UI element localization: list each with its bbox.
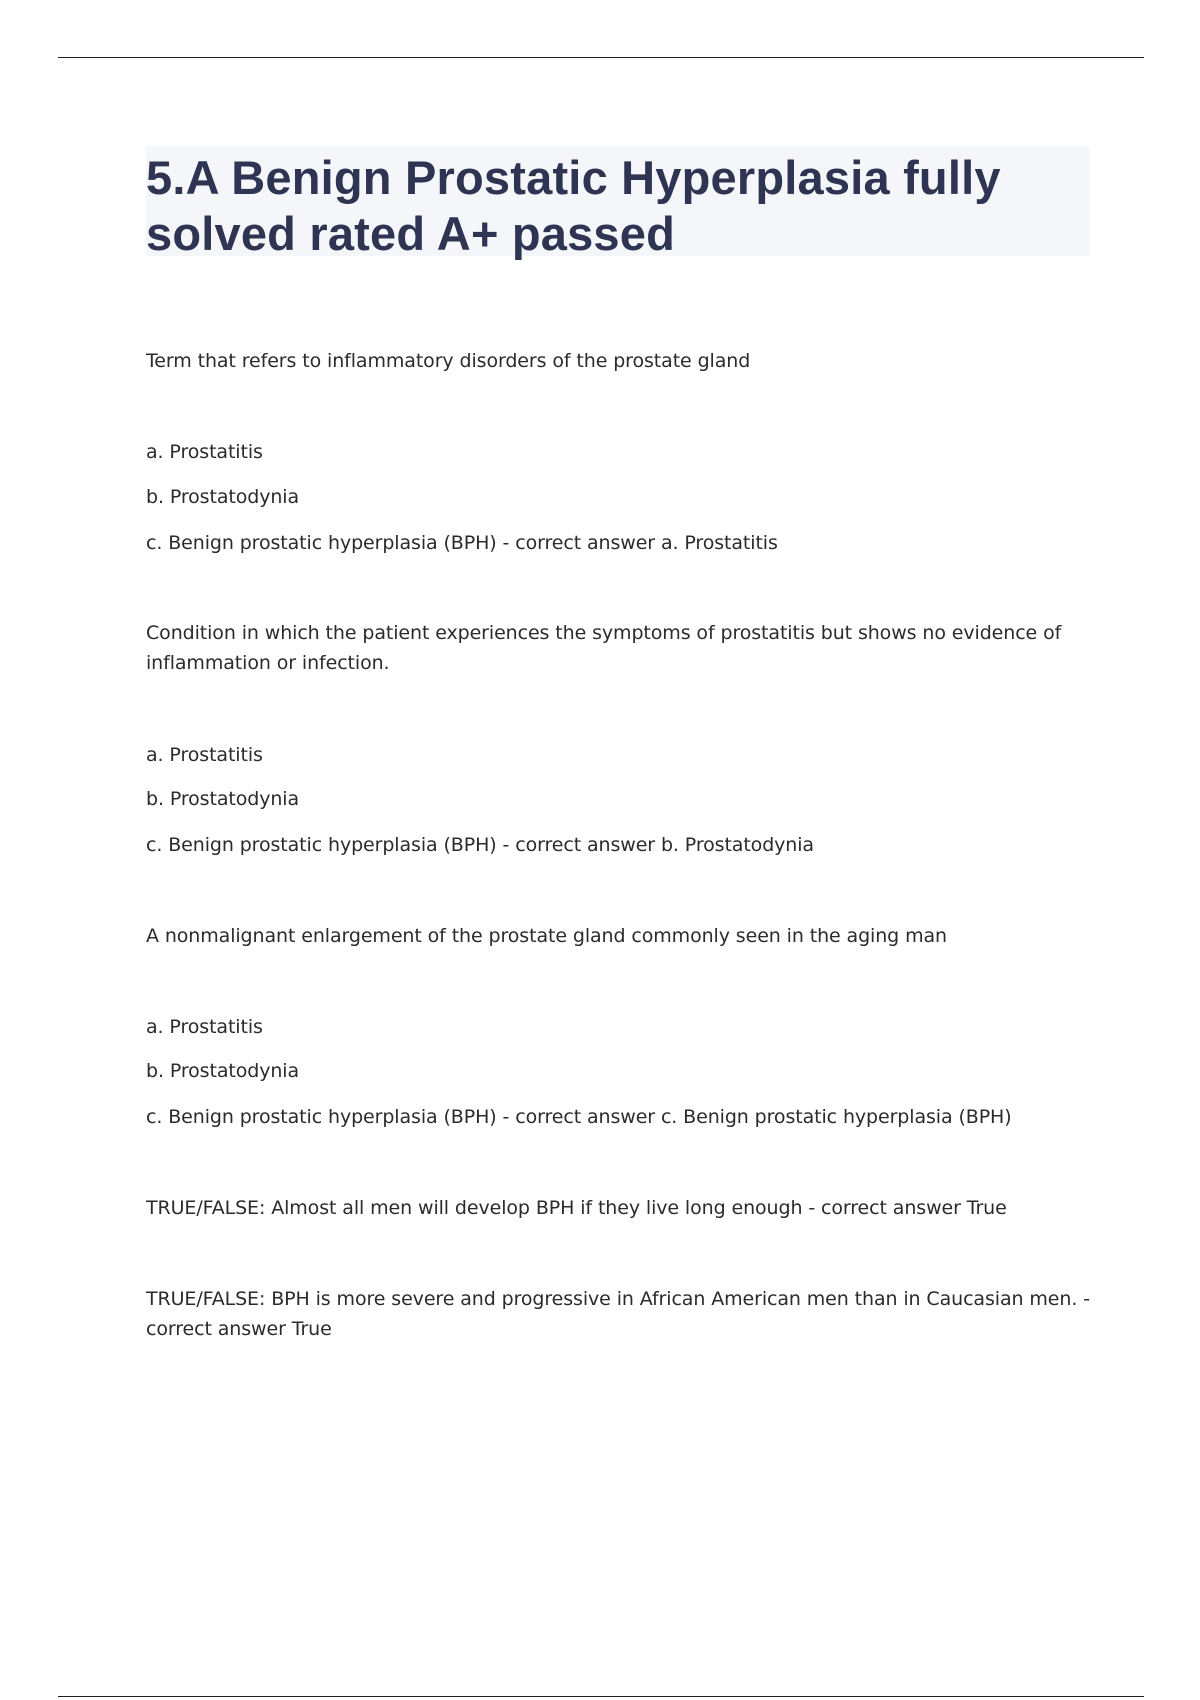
question-3-option-b: b. Prostatodynia xyxy=(146,1060,300,1082)
statement-2: TRUE/FALSE: BPH is more severe and progressive in African American men than in Caucasian men. - correct answer True xyxy=(146,1288,1090,1340)
question-2-prompt: Condition in which the patient experiences the symptoms of prostatitis but shows no evidence of inflammation or infection. xyxy=(146,622,1062,674)
question-3-prompt: A nonmalignant enlargement of the prostate gland commonly seen in the aging man xyxy=(146,925,947,947)
question-1-option-c: c. Benign prostatic hyperplasia (BPH) - correct answer a. Prostatitis xyxy=(146,532,778,554)
question-3-option-c: c. Benign prostatic hyperplasia (BPH) - correct answer c. Benign prostatic hyperplasia (BPH) xyxy=(146,1106,1012,1128)
question-1-option-a: a. Prostatitis xyxy=(146,441,263,463)
question-1-option-b: b. Prostatodynia xyxy=(146,486,300,508)
question-2-option-b: b. Prostatodynia xyxy=(146,788,300,810)
bottom-rule xyxy=(58,1696,1144,1697)
question-2-option-c: c. Benign prostatic hyperplasia (BPH) - correct answer b. Prostatodynia xyxy=(146,834,814,856)
top-rule xyxy=(58,57,1144,58)
question-2-option-a: a. Prostatitis xyxy=(146,744,263,766)
statement-1: TRUE/FALSE: Almost all men will develop BPH if they live long enough - correct answer True xyxy=(146,1197,1007,1219)
question-3-option-a: a. Prostatitis xyxy=(146,1016,263,1038)
document-title: 5.A Benign Prostatic Hyperplasia fully solved rated A+ passed xyxy=(146,151,1001,260)
question-1-prompt: Term that refers to inflammatory disorders of the prostate gland xyxy=(146,350,751,372)
